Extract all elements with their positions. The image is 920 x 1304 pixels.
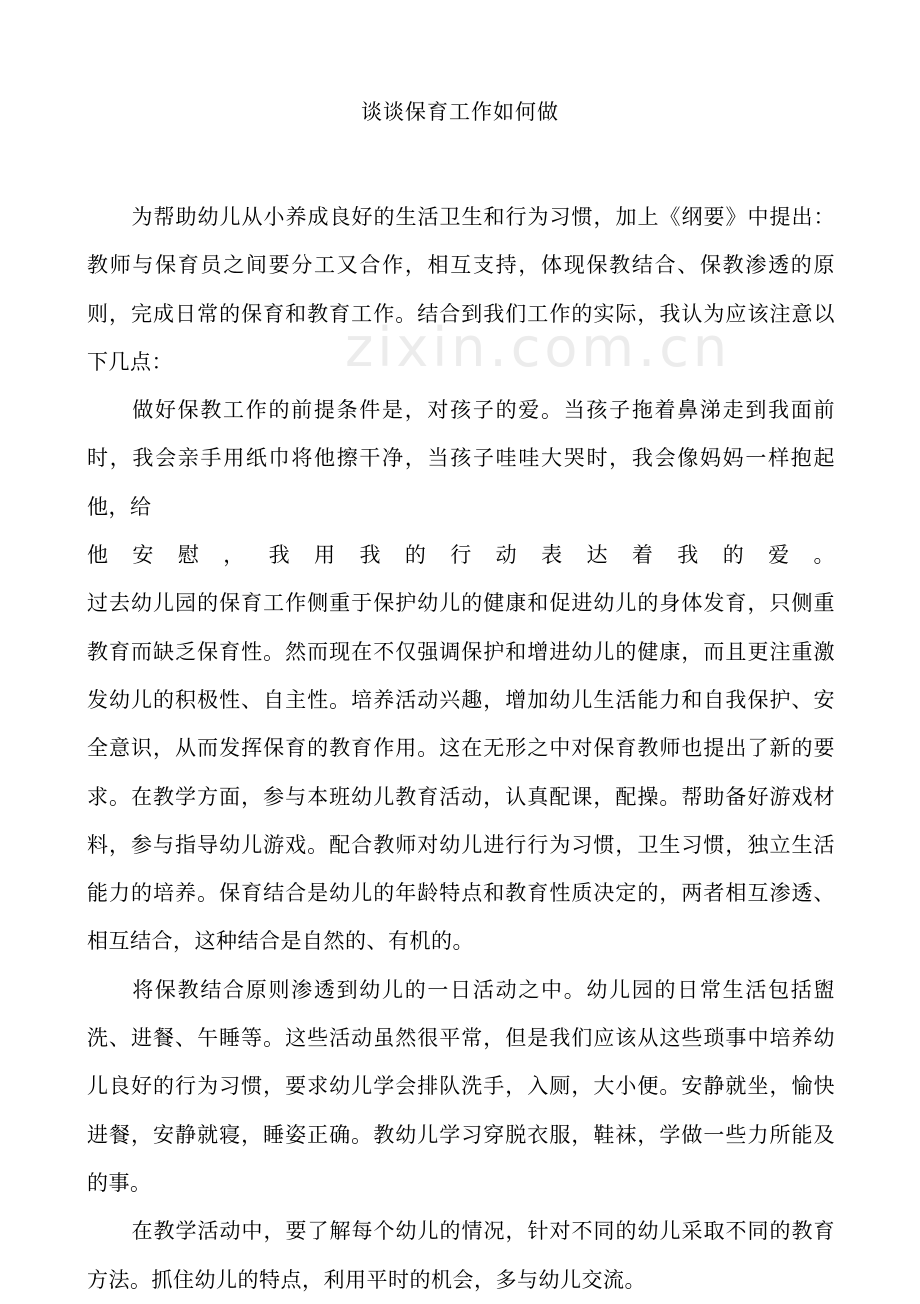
spread-char: 爱 bbox=[768, 543, 790, 568]
paragraph-1-text: 为帮助幼儿从小养成良好的生活卫生和行为习惯，加上《纲要》中提出：教师与保育员之间要分工又合作，相互支持，体现保教结合、保教渗透的原则，完成日常的保育和教育工作。结合到我们工作的实际，我认为应该注意以下几点： bbox=[87, 205, 835, 374]
paragraph-2-head: 做好保教工作的前提条件是，对孩子的爱。当孩子拖着鼻涕走到我面前时，我会亲手用纸巾将他擦干净，当孩子哇哇大哭时，我会像妈妈一样抱起他，给 bbox=[87, 398, 835, 519]
spread-char: 动 bbox=[495, 543, 518, 568]
paragraph-2 bbox=[87, 386, 835, 531]
spread-char: 达 bbox=[586, 543, 608, 568]
spread-char: 安 bbox=[132, 543, 154, 568]
spread-char: 他 bbox=[87, 543, 109, 568]
document-title: 谈谈保育工作如何做 bbox=[361, 100, 559, 124]
spread-char: 用 bbox=[314, 543, 336, 568]
spread-char: 我 bbox=[359, 543, 381, 568]
paragraph-1 bbox=[87, 193, 835, 386]
spread-char: 行 bbox=[450, 543, 472, 568]
paragraph-3-text: 将保教结合原则渗透到幼儿的一日活动之中。幼儿园的日常生活包括盥洗、进餐、午睡等。这些活动虽然很平常，但是我们应该从这些琐事中培养幼儿良好的行为习惯，要求幼儿学会排队洗手，入厕，大小便。安静就坐，愉快进餐，安静就寝，睡姿正确。教幼儿学习穿脱衣服，鞋袜，学做一些力所能及的事。 bbox=[87, 977, 835, 1195]
spread-char: 着 bbox=[631, 543, 654, 568]
watermark: zixin.com.cn bbox=[345, 316, 732, 379]
paragraph-2-tail bbox=[87, 579, 835, 965]
spread-char: 的 bbox=[722, 543, 745, 568]
paragraph-2-tail-text: 过去幼儿园的保育工作侧重于保护幼儿的健康和促进幼儿的身体发育，只侧重教育而缺乏保育性。然而现在不仅强调保护和增进幼儿的健康，而且更注重激发幼儿的积极性、自主性。培养活动兴趣，增加幼儿生活能力和自我保护、安全意识，从而发挥保育的教育作用。这在无形之中对保育教师也提出了新的要求。在教学方面，参与本班幼儿教育活动，认真配课，配操。帮助备好游戏材料，参与指导幼儿游戏。配合教师对幼儿进行行为习惯，卫生习惯，独立生活能力的培养。保育结合是幼儿的年龄特点和教育性质决定的，两者相互渗透、相互结合，这种结合是自然的、有机的。 bbox=[87, 591, 835, 954]
paragraph-2-spread-line bbox=[87, 531, 835, 579]
paragraph-4-text: 在教学活动中，要了解每个幼儿的情况，针对不同的幼儿采取不同的教育方法。抓住幼儿的特点，利用平时的机会，多与幼儿交流。 bbox=[87, 1219, 835, 1292]
spread-char: 的 bbox=[404, 543, 427, 568]
spread-char: 我 bbox=[268, 543, 291, 568]
document-body bbox=[87, 193, 835, 1304]
spread-char: 表 bbox=[541, 543, 563, 568]
spread-char: ， bbox=[223, 543, 245, 568]
paragraph-4 bbox=[87, 1207, 835, 1304]
paragraph-3 bbox=[87, 966, 835, 1207]
spread-char: 慰 bbox=[177, 543, 200, 568]
spread-char: 。 bbox=[813, 543, 835, 568]
spread-char: 我 bbox=[677, 543, 699, 568]
